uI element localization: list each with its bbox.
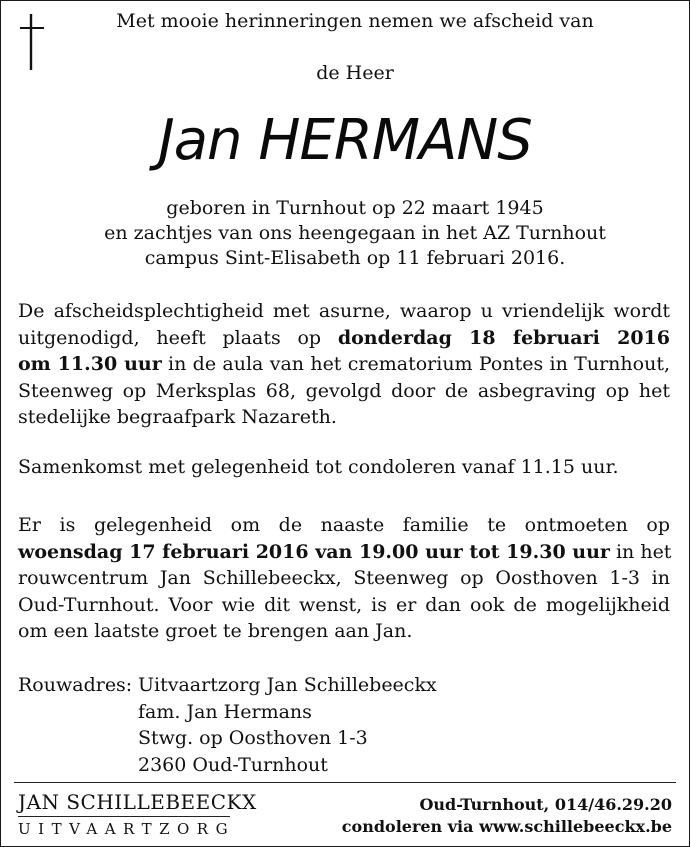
ceremony-paragraph [18,298,670,431]
footer-divider [14,782,676,783]
address-label: Rouwadres: [18,674,133,696]
ceremony-text: uitgenodigd, heeft plaats op [18,326,338,349]
meeting-line [18,539,670,566]
deceased-name: Jan HERMANS [158,108,532,173]
meeting-line: Er is gelegenheid om de naaste familie te ontmoeten op [18,514,670,536]
meeting-line: Oud-Turnhout. Voor wie dit wenst, is er dan ook de mogelijkheid [18,593,670,616]
ceremony-line: De afscheidsplechtigheid met asurne, waarop u vriendelijk wordt [18,300,670,322]
brand-rule [18,816,230,817]
intro-text: Met mooie herinneringen nemen we afscheid van [116,10,594,32]
birth-details [60,196,650,271]
ceremony-time: om 11.30 uur [18,353,162,375]
brand-name: JAN SCHILLEBEECKX [18,790,257,814]
birth-line: geboren in Turnhout op 22 maart 1945 [166,197,544,219]
contact-phone: Oud-Turnhout, 014/46.29.20 [419,795,672,814]
ceremony-line: Steenweg op Merksplas 68, gevolgd door de asbegraving op het [18,379,670,402]
death-date-line: campus Sint-Elisabeth op 11 februari 2016. [144,247,566,269]
funeral-home-logo [18,790,257,838]
address-lines [138,672,437,778]
address-line: Stwg. op Oosthoven 1-3 [138,727,368,749]
meeting-text: in het [609,540,672,563]
meeting-line: rouwcentrum Jan Schillebeeckx, Steenweg op Oosthoven 1-3 in [18,567,670,589]
death-line: en zachtjes van ons heengegaan in het AZ Turnhout [104,222,606,244]
honorific: de Heer [316,62,394,84]
meeting-paragraph [18,512,670,645]
gathering-line: Samenkomst met gelegenheid tot condoleren vanaf 11.15 uur. [18,456,619,478]
meeting-line: om een laatste groet te brengen aan Jan. [18,620,413,642]
cross-icon [20,14,56,72]
contact-website: condoleren via www.schillebeeckx.be [341,817,672,836]
address-line: fam. Jan Hermans [138,700,312,723]
address-line: Uitvaartzorg Jan Schillebeeckx [138,674,437,696]
brand-subtitle: UITVAARTZORG [18,820,236,838]
gathering-paragraph [18,454,670,481]
ceremony-date: donderdag 18 februari 2016 [337,326,670,349]
ceremony-line [18,325,670,352]
meeting-datetime: woensdag 17 februari 2016 van 19.00 uur tot 19.30 uur [18,540,610,563]
contact-info [342,794,672,838]
address-line: 2360 Oud-Turnhout [138,753,328,776]
ceremony-text: in de aula van het crematorium Pontes in Turnhout, [161,353,670,375]
ceremony-line [18,351,670,378]
ceremony-line: stedelijke begraafpark Nazareth. [18,406,337,428]
